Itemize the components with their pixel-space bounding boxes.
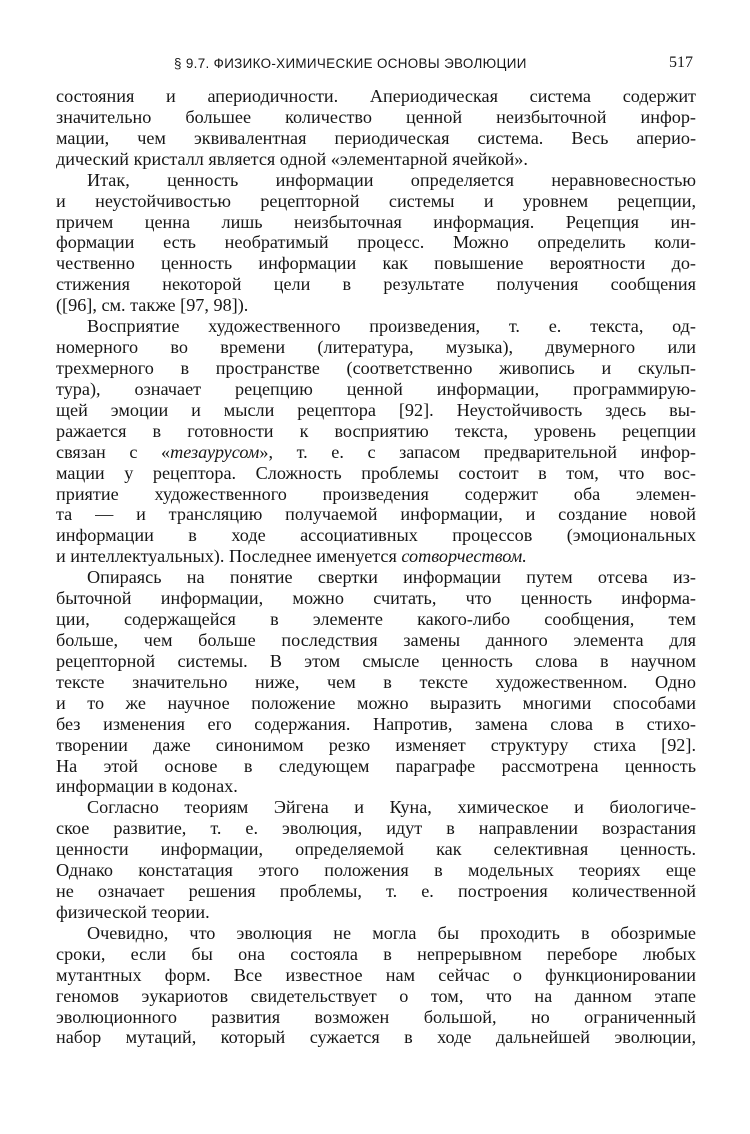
text-line: и то же научное положение можно выразить многими способами <box>56 692 696 713</box>
text-line: приятие художественного произведения содержит оба элемен- <box>56 483 696 504</box>
text-line <box>56 546 696 567</box>
paragraph <box>56 316 696 567</box>
text-line: та — и трансляцию получаемой информации, и создание новой <box>56 504 696 525</box>
text-line: ражается в готовности к восприятию текста, уровень рецепции <box>56 420 696 441</box>
text-line: чественно ценность информации как повышение вероятности до- <box>56 253 696 274</box>
italic-term: тезаурусом <box>170 441 260 462</box>
text-line: тексте значительно ниже, чем в тексте художественном. Одно <box>56 671 696 692</box>
text-line: тура), означает рецепцию ценной информации, программирую- <box>56 378 696 399</box>
text-line: состояния и апериодичности. Апериодическая система содержит <box>56 86 696 106</box>
text-line: трехмерного в пространстве (соответственно живопись и скульп- <box>56 357 696 378</box>
paragraph <box>56 797 696 923</box>
text-line: формации есть необратимый процесс. Можно определить коли- <box>56 232 696 253</box>
paragraph <box>56 170 696 316</box>
text-fragment: », т. е. с запасом предварительной инфор- <box>259 441 696 462</box>
text-line: номерного во времени (литература, музыка), двумерного или <box>56 337 696 358</box>
text-line: мации у рецептора. Сложность проблемы состоит в том, что вос- <box>56 462 696 483</box>
running-header <box>56 52 696 78</box>
text-line: сроки, если бы она состояла в непрерывном переборе любых <box>56 943 696 964</box>
text-line: мутантных форм. Все известное нам сейчас о функционировании <box>56 964 696 985</box>
body-text <box>56 86 696 1048</box>
text-line: ское развитие, т. е. эволюция, идут в направлении возрастания <box>56 818 696 839</box>
book-page <box>56 52 696 1048</box>
text-line: ценности информации, определяемой как селективная ценность. <box>56 839 696 860</box>
text-line: больше, чем больше последствия замены данного элемента для <box>56 629 696 650</box>
text-line <box>56 442 696 463</box>
text-line: физической теории. <box>56 901 210 922</box>
text-fragment: и интеллектуальных). Последнее именуется <box>56 546 402 567</box>
text-line: Опираясь на понятие свертки информации путем отсева из- <box>87 567 696 588</box>
text-line: мации, чем эквивалентная периодическая система. Весь аперио- <box>56 127 696 148</box>
text-line: Итак, ценность информации определяется неравновесностью <box>87 169 696 190</box>
text-line: значительно большее количество ценной неизбыточной инфор- <box>56 106 696 127</box>
text-line: не означает решения проблемы, т. е. построения количественной <box>56 881 696 902</box>
text-line: быточной информации, можно считать, что ценность информа- <box>56 588 696 609</box>
text-line: Согласно теориям Эйгена и Куна, химическое и биологиче- <box>87 797 696 818</box>
text-line: Восприятие художественного произведения, т. е. текста, од- <box>87 316 696 337</box>
text-line: набор мутаций, который сужается в ходе дальнейшей эволюции, <box>56 1027 696 1048</box>
italic-term: сотворчеством. <box>401 546 527 567</box>
paragraph <box>56 86 696 170</box>
text-line: информации в ходе ассоциативных процессов (эмоциональных <box>56 525 696 546</box>
running-title: § 9.7. ФИЗИКО-ХИМИЧЕСКИЕ ОСНОВЫ ЭВОЛЮЦИИ <box>174 56 527 71</box>
text-line: ции, содержащейся в элементе какого-либо сообщения, тем <box>56 609 696 630</box>
text-line: Очевидно, что эволюция не могла бы проходить в обозримые <box>87 922 696 943</box>
text-line: ([96], см. также [97, 98]). <box>56 295 249 316</box>
text-line: стижения некоторой цели в результате получения сообщения <box>56 274 696 295</box>
text-line: и неустойчивостью рецепторной системы и уровнем рецепции, <box>56 190 696 211</box>
text-line: причем ценна лишь неизбыточная информация. Рецепция ин- <box>56 211 696 232</box>
text-line: На этой основе в следующем параграфе рассмотрена ценность <box>56 755 696 776</box>
paragraph <box>56 567 696 797</box>
text-line: Однако констатация этого положения в модельных теориях еще <box>56 860 696 881</box>
text-line: информации в кодонах. <box>56 776 238 797</box>
text-line: рецепторной системы. В этом смысле ценность слова в научном <box>56 650 696 671</box>
text-line: дический кристалл является одной «элементарной ячейкой». <box>56 148 528 169</box>
text-line: щей эмоции и мысли рецептора [92]. Неустойчивость здесь вы- <box>56 399 696 420</box>
text-line: творении даже синонимом резко изменяет структуру стиха [92]. <box>56 734 696 755</box>
text-fragment: связан с « <box>56 441 171 462</box>
page-number: 517 <box>669 54 693 71</box>
text-line: эволюционного развития возможен большой, но ограниченный <box>56 1006 696 1027</box>
text-line: геномов эукариотов свидетельствует о том, что на данном этапе <box>56 985 696 1006</box>
text-line: без изменения его содержания. Напротив, замена слова в стихо- <box>56 713 696 734</box>
paragraph <box>56 923 696 1049</box>
